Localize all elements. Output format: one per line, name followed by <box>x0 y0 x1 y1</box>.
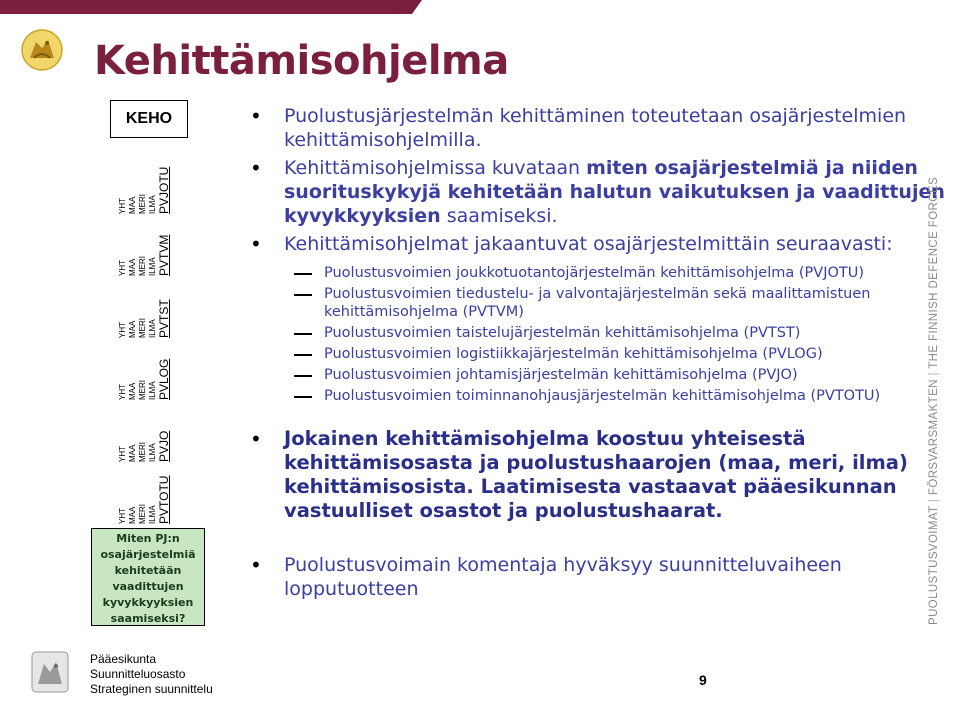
sub-item: Puolustusvoimien toiminnanohjausjärjestelmän kehittämisohjelma (PVTOTU) <box>294 387 950 405</box>
brand-part: FÖRSVARSMAKTEN <box>928 379 940 496</box>
bullet-2: • Kehittämisohjelmissa kuvataan miten osajärjestelmiä ja niiden suorituskykyjä kehitetään halutun vaikutuksen ja vaadittujen kyvykkyyksien saamiseksi. <box>250 156 950 228</box>
sub-item: Puolustusvoimien johtamisjärjestelmän kehittämisohjelma (PVJO) <box>294 366 950 384</box>
question-box <box>91 528 205 626</box>
footer-line: Strateginen suunnittelu <box>90 682 213 696</box>
page-title: Kehittämisohjelma <box>94 38 509 84</box>
sub-item: Puolustusvoimien logistiikkajärjestelmän kehittämisohjelma (PVLOG) <box>294 345 950 363</box>
program-sub: MAA <box>128 444 137 462</box>
program-sub: MERI <box>138 442 147 462</box>
program-sub: ILMA <box>148 319 157 338</box>
program-name: PVTST <box>157 299 171 338</box>
sub-item: Puolustusvoimien taistelujärjestelmän kehittämisohjelma (PVTST) <box>294 324 950 342</box>
program-pvlog <box>118 338 188 400</box>
question-line: vaadittujen <box>112 580 184 593</box>
program-sub: MERI <box>138 380 147 400</box>
question-line: kyvykkyyksien <box>102 596 194 609</box>
footer-line: Pääesikunta <box>90 652 157 666</box>
question-line: osajärjestelmiä <box>100 548 196 561</box>
program-sub: MERI <box>138 194 147 214</box>
keho-box: KEHO <box>110 100 188 138</box>
program-pvtotu <box>118 462 188 524</box>
sub-item: Puolustusvoimien joukkotuotantojärjestelmän kehittämisohjelma (PVJOTU) <box>294 264 950 282</box>
program-sub: YHT <box>118 198 127 214</box>
program-sub: MAA <box>128 196 137 214</box>
program-name: PVJOTU <box>157 166 171 214</box>
program-sub: ILMA <box>148 381 157 400</box>
program-sub: ILMA <box>148 443 157 462</box>
program-name: PVTVM <box>157 234 171 276</box>
program-sub: ILMA <box>148 195 157 214</box>
program-sub: YHT <box>118 384 127 400</box>
program-sub: MAA <box>128 506 137 524</box>
footer-text <box>90 652 213 697</box>
program-pvtvm <box>118 214 188 276</box>
bullet-3: • Kehittämisohjelmat jakaantuvat osajärjestelmittäin seuraavasti: <box>250 232 950 256</box>
footer-line: Suunnitteluosasto <box>90 667 186 681</box>
brand-part: PUOLUSTUSVOIMAT <box>928 505 940 625</box>
bullet-5: • Puolustusvoimain komentaja hyväksyy suunnitteluvaiheen lopputuotteen <box>250 553 950 601</box>
program-sub: MERI <box>138 504 147 524</box>
program-name: PVLOG <box>157 358 171 400</box>
sub-item-list <box>294 264 950 405</box>
bullet-1: • Puolustusjärjestelmän kehittäminen toteutetaan osajärjestelmien kehittämisohjelmilla. <box>250 104 950 152</box>
program-pvtst <box>118 276 188 338</box>
page-number: 9 <box>699 672 707 688</box>
vertical-brand: PUOLUSTUSVOIMAT | FÖRSVARSMAKTEN | THE FINNISH DEFENCE FORCES <box>928 176 940 625</box>
program-sub: MAA <box>128 382 137 400</box>
brand-part: THE FINNISH DEFENCE FORCES <box>928 176 940 369</box>
main-content <box>250 104 950 601</box>
top-accent-bar <box>0 0 412 14</box>
question-line: Miten PJ:n <box>116 532 180 545</box>
program-sub: MERI <box>138 256 147 276</box>
program-pvjo <box>118 400 188 462</box>
program-sub: MERI <box>138 318 147 338</box>
program-name: PVTOTU <box>157 475 171 524</box>
program-sub: MAA <box>128 258 137 276</box>
question-line: kehitetään <box>114 564 182 577</box>
program-sub: YHT <box>118 508 127 524</box>
program-sub: ILMA <box>148 505 157 524</box>
lion-crest-icon <box>30 650 70 694</box>
program-pvjotu <box>118 152 188 214</box>
program-sub: YHT <box>118 322 127 338</box>
sub-item: Puolustusvoimien tiedustelu- ja valvontajärjestelmän sekä maalittamistuen kehittämisohjelma (PVTVM) <box>294 285 950 321</box>
program-sub: MAA <box>128 320 137 338</box>
program-name: PVJO <box>157 430 171 462</box>
program-sub: YHT <box>118 446 127 462</box>
bullet-4: • Jokainen kehittämisohjelma koostuu yhteisestä kehittämisosasta ja puolustushaarojen (maa, meri, ilma) kehittämisosista. Laatimisesta vastaavat pääesikunnan vastuulliset osastot ja puolustushaarat. <box>250 427 950 523</box>
program-sub: ILMA <box>148 257 157 276</box>
question-line: saamiseksi? <box>110 612 186 625</box>
program-sub: YHT <box>118 260 127 276</box>
program-list <box>118 152 188 524</box>
lion-crest-icon <box>20 28 64 72</box>
